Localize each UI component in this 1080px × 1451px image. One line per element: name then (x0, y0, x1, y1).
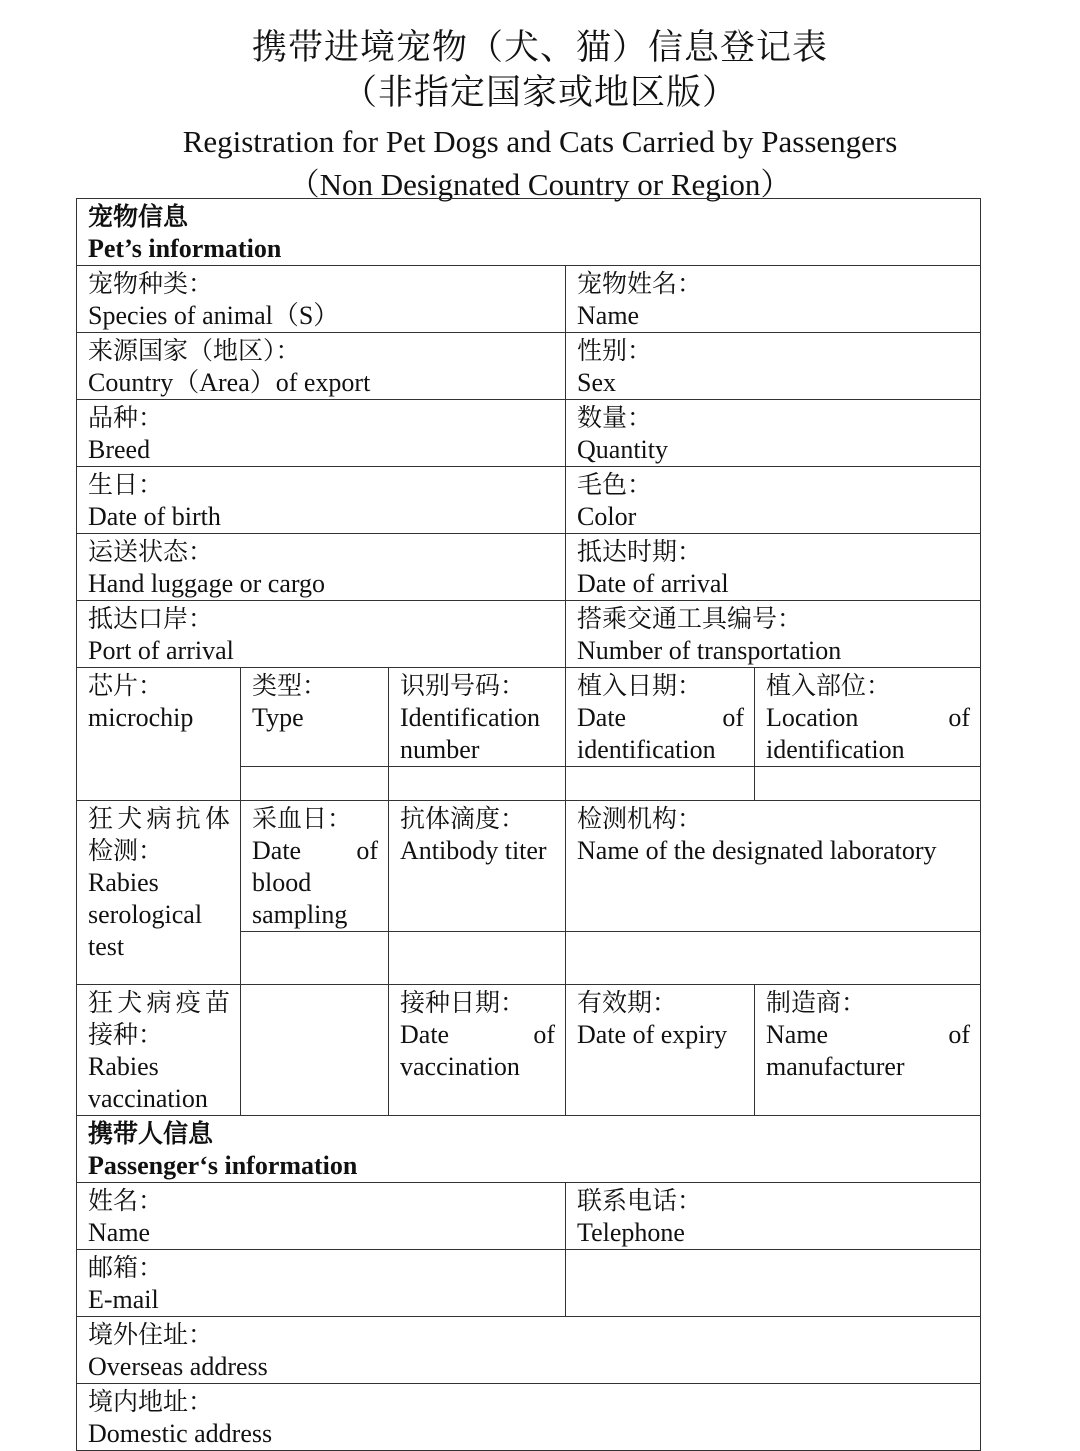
passenger-info-section-header (77, 1116, 981, 1183)
sex-field[interactable] (566, 333, 981, 400)
field-label-en: Rabies serological test (88, 868, 203, 961)
field-label-en: Date of vaccination (400, 1020, 555, 1081)
field-label-cn: 宠物种类： (88, 269, 214, 298)
field-label-en: Date of birth (88, 502, 221, 531)
field-label-cn: 联系电话： (577, 1186, 703, 1215)
rabies-test-label-cell (77, 801, 241, 985)
field-label-cn: 检测机构： (577, 804, 703, 833)
field-label-en: Antibody titer (400, 836, 547, 865)
field-label-en: Sex (577, 368, 616, 397)
microchip-location-input[interactable] (755, 767, 981, 801)
subtitle-en: （Non Designated Country or Region） (288, 167, 792, 202)
vaccination-date-field[interactable] (389, 985, 566, 1116)
antibody-titer-header (389, 801, 566, 932)
field-label-en: Telephone (577, 1218, 685, 1247)
field-label-en: Name of the designated laboratory (577, 836, 937, 865)
email-blank-cell[interactable] (566, 1250, 981, 1317)
registration-form-table (76, 198, 981, 1451)
quantity-field[interactable] (566, 400, 981, 467)
field-label-cn: 识别号码： (400, 671, 526, 700)
field-label-cn: 数量： (577, 403, 653, 432)
transport-mode-field[interactable] (77, 534, 566, 601)
antibody-titer-input[interactable] (389, 932, 566, 985)
field-label-en: microchip (88, 703, 194, 732)
field-label-cn: 宠物姓名： (577, 269, 703, 298)
field-label-en: Location of identification (766, 703, 971, 764)
email-field[interactable] (77, 1250, 566, 1317)
field-label-en: Rabies vaccination (88, 1052, 208, 1113)
title-en: Registration for Pet Dogs and Cats Carried by Passengers (182, 124, 898, 159)
field-label-cn: 性别： (577, 336, 653, 365)
field-label-en: Type (252, 703, 304, 732)
pet-name-field[interactable] (566, 266, 981, 333)
field-label-cn: 境内地址： (88, 1387, 214, 1416)
blood-sampling-date-header (241, 801, 389, 932)
pet-info-section-header (77, 199, 981, 266)
field-label-cn: 抵达口岸： (88, 604, 214, 633)
field-label-en: Date of arrival (577, 569, 729, 598)
field-label-cn: 狂犬病疫苗接种： (88, 988, 230, 1049)
country-of-export-field[interactable] (77, 333, 566, 400)
microchip-type-input[interactable] (241, 767, 389, 801)
field-label-cn: 采血日： (252, 804, 353, 833)
section-label-cn: 宠物信息 (88, 202, 189, 231)
breed-field[interactable] (77, 400, 566, 467)
vaccination-blank-cell[interactable] (241, 985, 389, 1116)
field-label-cn: 运送状态： (88, 537, 214, 566)
field-label-cn: 生日： (88, 470, 164, 499)
field-label-cn: 植入日期： (577, 671, 703, 700)
field-label-cn: 毛色： (577, 470, 653, 499)
section-label-cn: 携带人信息 (88, 1119, 214, 1148)
field-label-cn: 境外住址： (88, 1320, 214, 1349)
field-label-cn: 接种日期： (400, 988, 526, 1017)
field-label-cn: 抵达时期： (577, 537, 703, 566)
overseas-address-field[interactable] (77, 1317, 981, 1384)
field-label-cn: 芯片： (88, 671, 164, 700)
port-of-arrival-field[interactable] (77, 601, 566, 668)
field-label-en: E-mail (88, 1285, 159, 1314)
form-header (0, 26, 1080, 206)
field-label-cn: 来源国家（地区）： (88, 336, 301, 365)
field-label-en: Number of transportation (577, 636, 842, 665)
field-label-cn: 有效期： (577, 988, 678, 1017)
title-cn: 携带进境宠物（犬、猫）信息登记表 (251, 28, 828, 68)
telephone-field[interactable] (566, 1183, 981, 1250)
species-field[interactable] (77, 266, 566, 333)
subtitle-cn: （非指定国家或地区版） (341, 73, 738, 113)
date-of-arrival-field[interactable] (566, 534, 981, 601)
transportation-number-field[interactable] (566, 601, 981, 668)
field-label-en: Date of blood sampling (252, 836, 378, 929)
field-label-en: Color (577, 502, 637, 531)
laboratory-header (566, 801, 981, 932)
field-label-en: Date of expiry (577, 1020, 728, 1049)
laboratory-input[interactable] (566, 932, 981, 985)
field-label-en: Identification number (400, 703, 541, 764)
domestic-address-field[interactable] (77, 1384, 981, 1451)
field-label-cn: 搭乘交通工具编号： (577, 604, 803, 633)
section-label-en: Passenger‘s information (88, 1151, 358, 1180)
microchip-date-input[interactable] (566, 767, 755, 801)
field-label-cn: 制造商： (766, 988, 867, 1017)
field-label-cn: 狂犬病抗体检测： (88, 804, 230, 865)
field-label-en: Domestic address (88, 1419, 273, 1448)
field-label-en: Date of identification (577, 703, 744, 764)
vaccination-expiry-field[interactable] (566, 985, 755, 1116)
passenger-name-field[interactable] (77, 1183, 566, 1250)
field-label-cn: 姓名： (88, 1186, 164, 1215)
field-label-en: Name (577, 301, 640, 330)
field-label-en: Quantity (577, 435, 668, 464)
field-label-cn: 邮箱： (88, 1253, 164, 1282)
field-label-en: Hand luggage or cargo (88, 569, 326, 598)
field-label-en: Country（Area）of export (88, 368, 371, 397)
field-label-cn: 抗体滴度： (400, 804, 526, 833)
field-label-cn: 类型： (252, 671, 328, 700)
microchip-id-input[interactable] (389, 767, 566, 801)
field-label-en: Name (88, 1218, 151, 1247)
field-label-cn: 植入部位： (766, 671, 892, 700)
field-label-cn: 品种： (88, 403, 164, 432)
section-label-en: Pet’s information (88, 234, 282, 263)
microchip-location-header (755, 668, 981, 767)
field-label-en: Port of arrival (88, 636, 234, 665)
microchip-id-header (389, 668, 566, 767)
microchip-type-header (241, 668, 389, 767)
color-field[interactable] (566, 467, 981, 534)
date-of-birth-field[interactable] (77, 467, 566, 534)
rabies-vaccination-label-cell (77, 985, 241, 1116)
field-label-en: Breed (88, 435, 151, 464)
field-label-en: Name of manufacturer (766, 1020, 971, 1081)
microchip-label-cell (77, 668, 241, 801)
field-label-en: Species of animal（S） (88, 301, 340, 330)
blood-sampling-date-input[interactable] (241, 932, 389, 985)
field-label-en: Overseas address (88, 1352, 268, 1381)
microchip-date-header (566, 668, 755, 767)
vaccine-manufacturer-field[interactable] (755, 985, 981, 1116)
